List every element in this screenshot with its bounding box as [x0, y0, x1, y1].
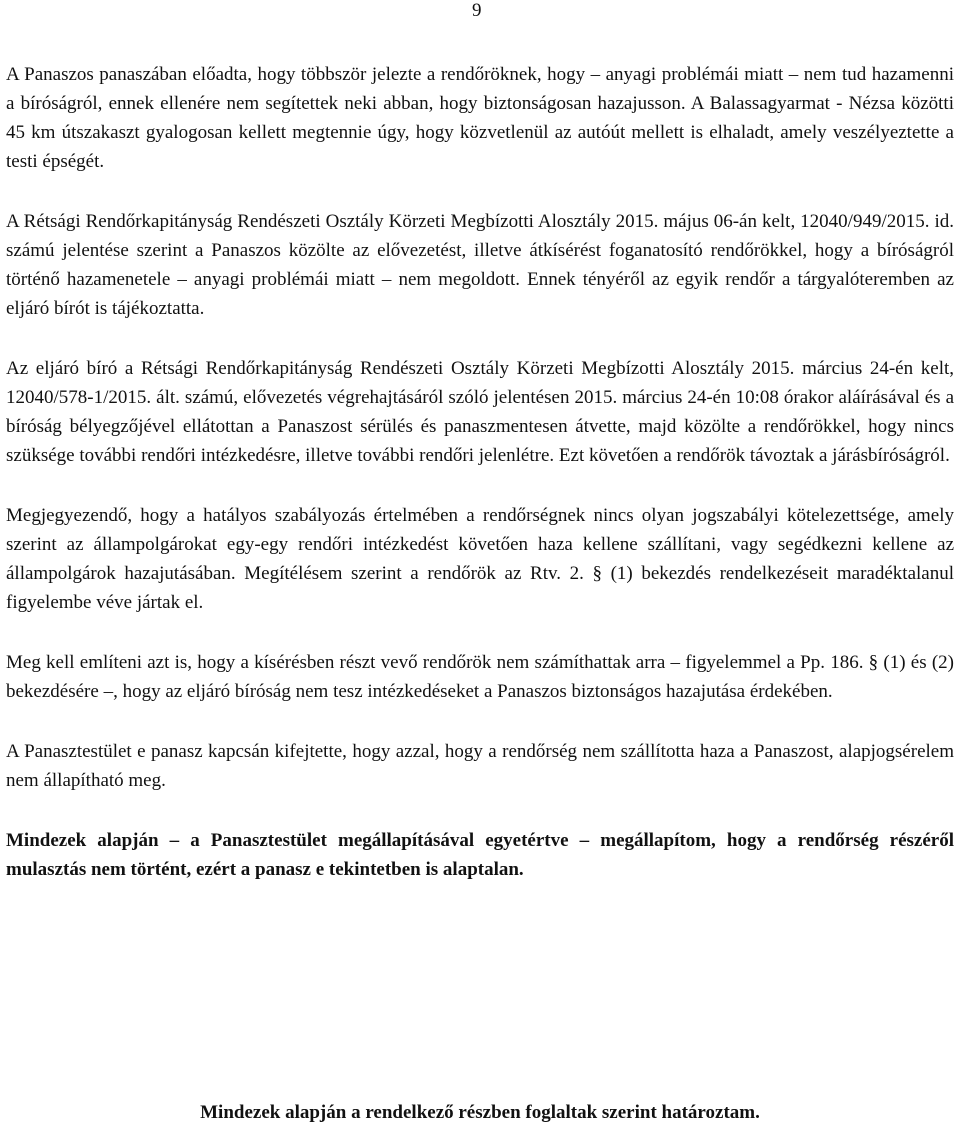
paragraph-legal-note: Megjegyezendő, hogy a hatályos szabályozás értelmében a rendőrségnek nincs olyan jogszabályi kötelezettsége, amely szerint az állampolgárokat egy-egy rendőri intézkedést követően haza kellene szállítani, vagy segédkezni kellene az állampolgárok hazajutásában. Megítélésem szerint a rendőrök az Rtv. 2. § (1) bekezdés rendelkezéseit maradéktalanul figyelembe véve jártak el. [6, 505, 954, 613]
paragraph-police-report: A Rétsági Rendőrkapitányság Rendészeti Osztály Körzeti Megbízotti Alosztály 2015. május 06-án kelt, 12040/949/2015. id. számú jelentése szerint a Panaszos közölte az elővezetést, illetve átkísérést foganatosító rendőrökkel, hogy a bíróságról történő hazamenetele – anyagi problémái miatt – nem megoldott. Ennek tényéről az egyik rendőr a tárgyalóteremben az eljáró bírót is tájékoztatta. [6, 211, 954, 319]
paragraph-judge-receipt: Az eljáró bíró a Rétsági Rendőrkapitányság Rendészeti Osztály Körzeti Megbízotti Alosztály 2015. március 24-én kelt, 12040/578-1/2015. ált. számú, elővezetés végrehajtásáról szóló jelentésen 2015. március 24-én 10:08 órakor aláírásával és a bíróság bélyegzőjével ellátottan a Panaszost sérülés és panaszmentesen átvette, majd közölte a rendőrökkel, hogy nincs szüksége további rendőri intézkedésre, illetve további rendőri jelenlétre. Ezt követően a rendőrök távoztak a járásbíróságról. [6, 358, 954, 466]
paragraph-conclusion: Mindezek alapján – a Panasztestület megállapításával egyetértve – megállapítom, hogy a rendőrség részéről mulasztás nem történt, ezért a panasz e tekintetben is alaptalan. [6, 830, 954, 880]
paragraph-panel-opinion: A Panasztestület e panasz kapcsán kifejtette, hogy azzal, hogy a rendőrség nem szállította haza a Panaszost, alapjogsérelem nem állapítható meg. [6, 741, 954, 791]
paragraph-complaint: A Panaszos panaszában előadta, hogy többször jelezte a rendőröknek, hogy – anyagi problémái miatt – nem tud hazamenni a bíróságról, ennek ellenére nem segítettek neki abban, hogy biztonságosan hazajusson. A Balassagyarmat - Nézsa közötti 45 km útszakaszt gyalogosan kellett megtennie úgy, hogy közvetlenül az autóút mellett is elhaladt, amely veszélyeztette a testi épségét. [6, 64, 954, 172]
closing-statement: Mindezek alapján a rendelkező részben foglaltak szerint határoztam. [200, 1102, 760, 1123]
document-body [6, 60, 954, 884]
paragraph-court-procedure: Meg kell említeni azt is, hogy a kísérésben részt vevő rendőrök nem számíthattak arra – figyelemmel a Pp. 186. § (1) és (2) bekezdésére –, hogy az eljáró bíróság nem tesz intézkedéseket a Panaszos biztonságos hazajutása érdekében. [6, 652, 954, 702]
page-number: 9 [472, 0, 482, 21]
